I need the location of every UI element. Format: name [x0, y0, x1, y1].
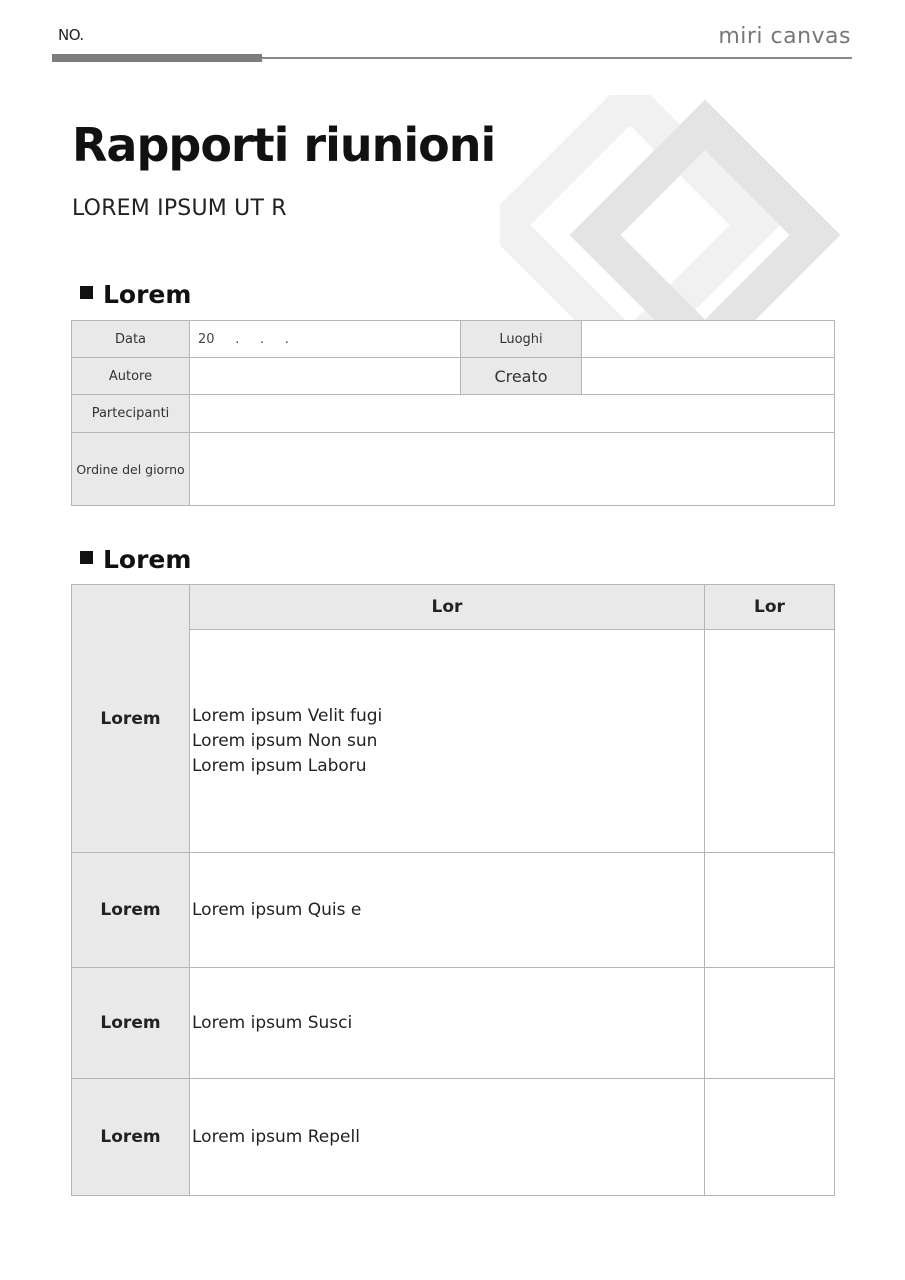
content-cell[interactable] [190, 853, 705, 968]
notes-cell[interactable] [705, 630, 835, 853]
content-line: Lorem ipsum Quis e [192, 899, 362, 920]
info-table [71, 320, 835, 506]
creato-field[interactable] [582, 358, 835, 395]
data-label: Data [72, 321, 190, 358]
section-heading-text: Lorem [103, 280, 192, 309]
table-header-row [72, 585, 835, 630]
page-title: Rapporti riunioni [72, 118, 496, 172]
row-label: Lorem [72, 585, 190, 853]
content-cell[interactable] [190, 630, 705, 853]
notes-cell[interactable] [705, 1079, 835, 1196]
brand-logo: miri canvas [718, 24, 851, 49]
column-header: Lor [190, 585, 705, 630]
table-row [72, 358, 835, 395]
decorative-diamonds [500, 95, 840, 335]
row-label: Lorem [72, 1079, 190, 1196]
row-label: Lorem [72, 968, 190, 1079]
partecipanti-field[interactable] [190, 395, 835, 433]
table-row [72, 395, 835, 433]
content-cell[interactable] [190, 968, 705, 1079]
partecipanti-label: Partecipanti [72, 395, 190, 433]
creato-label: Creato [461, 358, 582, 395]
table-row [72, 433, 835, 506]
table-row [72, 321, 835, 358]
table-row [72, 968, 835, 1079]
ordine-label: Ordine del giorno [72, 433, 190, 506]
section-heading-text: Lorem [103, 545, 192, 574]
content-line: Lorem ipsum Repell [192, 1126, 360, 1147]
content-line: Lorem ipsum Non sun [192, 730, 378, 751]
luoghi-field[interactable] [582, 321, 835, 358]
header-no-label: NO. [58, 26, 84, 44]
notes-cell[interactable] [705, 853, 835, 968]
data-field[interactable]: 20 . . . [190, 321, 461, 358]
square-bullet-icon [80, 551, 93, 564]
luoghi-label: Luoghi [461, 321, 582, 358]
header-rule-accent [52, 54, 262, 62]
row-label: Lorem [72, 853, 190, 968]
details-table [71, 584, 835, 1196]
content-cell[interactable] [190, 1079, 705, 1196]
table-row [72, 853, 835, 968]
content-line: Lorem ipsum Laboru [192, 755, 367, 776]
content-line: Lorem ipsum Velit fugi [192, 705, 383, 726]
table-row [72, 1079, 835, 1196]
section-heading-info [80, 280, 191, 309]
content-line: Lorem ipsum Susci [192, 1012, 353, 1033]
column-header: Lor [705, 585, 835, 630]
page-subtitle: LOREM IPSUM UT R [72, 196, 287, 221]
section-heading-details [80, 545, 191, 574]
notes-cell[interactable] [705, 968, 835, 1079]
square-bullet-icon [80, 286, 93, 299]
ordine-field[interactable] [190, 433, 835, 506]
autore-label: Autore [72, 358, 190, 395]
autore-field[interactable] [190, 358, 461, 395]
